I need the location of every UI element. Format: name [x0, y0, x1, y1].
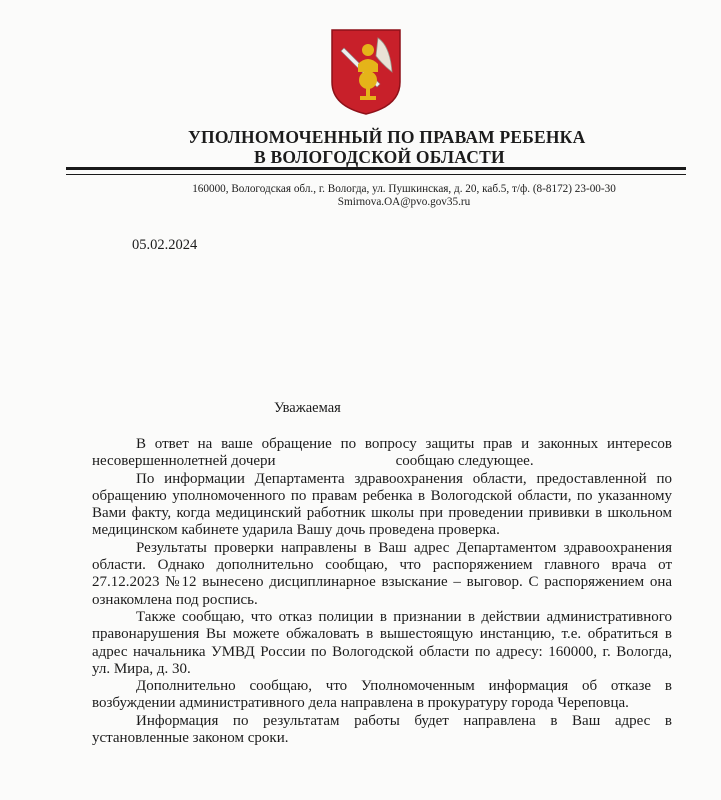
paragraph-1-end: сообщаю следующее.	[395, 453, 534, 470]
paragraph-3	[92, 540, 672, 609]
letter-date: 05.02.2024	[132, 237, 198, 253]
paragraph-3-start: Результаты проверки направлены в Ваш адрес Департаментом здравоохранения области. Однако дополнительно сообщаю, что	[92, 539, 672, 574]
header-rule-thick	[66, 167, 686, 170]
paragraph-4-start: Также сообщаю, что отказ полиции в признании в действии	[136, 608, 541, 625]
postal-address: 160000, Вологодская обл., г. Вологда, ул. Пушкинская, д. 20, каб.5, т/ф. (8-8172) 23-00-30	[192, 183, 616, 195]
vologda-coat-of-arms-icon	[330, 28, 402, 116]
paragraph-6: Информация по результатам работы будет направлена в Ваш адрес в установленные законом сроки.	[92, 712, 672, 747]
letter-body	[92, 436, 672, 747]
paragraph-4	[92, 609, 672, 678]
paragraph-2: По информации Департамента здравоохранения области, предоставленной по обращению уполномоченного по правам ребенка в Вологодской области, по указанному Вами факту, когда медицинский работник школы при проведении прививки в школьном медицинском кабинете ударила Вашу дочь проведена проверка.	[92, 470, 672, 539]
paragraph-3-end: распоряжением главного врача от 27.12.2023 №12 вынесено дисциплинарное взыскание – выговор. С распоряжением она ознакомлена под роспись.	[92, 557, 673, 608]
organization-title-line2: В ВОЛОГОДСКОЙ ОБЛАСТИ	[254, 147, 505, 167]
organization-title-line1: УПОЛНОМОЧЕННЫЙ ПО ПРАВАМ РЕБЕНКА	[188, 127, 586, 147]
paragraph-1	[92, 436, 672, 471]
paragraph-5: Дополнительно сообщаю, что Уполномоченным информация об отказе в возбуждении административного дела направлена в прокуратуру города Череповца.	[92, 678, 672, 712]
contact-block	[144, 183, 664, 209]
header-rule-thin	[66, 174, 686, 175]
paragraph-4-end: административного правонарушения Вы можете обжаловать в вышестоящую инстанцию, т.е. обратиться в адрес начальника УМВД России по Вологодской области по адресу: 160000, г. Вологда, ул. Мира, д. 30.	[92, 608, 673, 677]
greeting: Уважаемая	[274, 400, 341, 416]
paragraph-1-start: В ответ на ваше обращение по вопросу защиты прав и законных интересов несовершеннолетней дочери	[92, 436, 672, 470]
email-address: Smirnova.OA@pvo.gov35.ru	[337, 196, 471, 208]
organization-title	[188, 127, 608, 167]
